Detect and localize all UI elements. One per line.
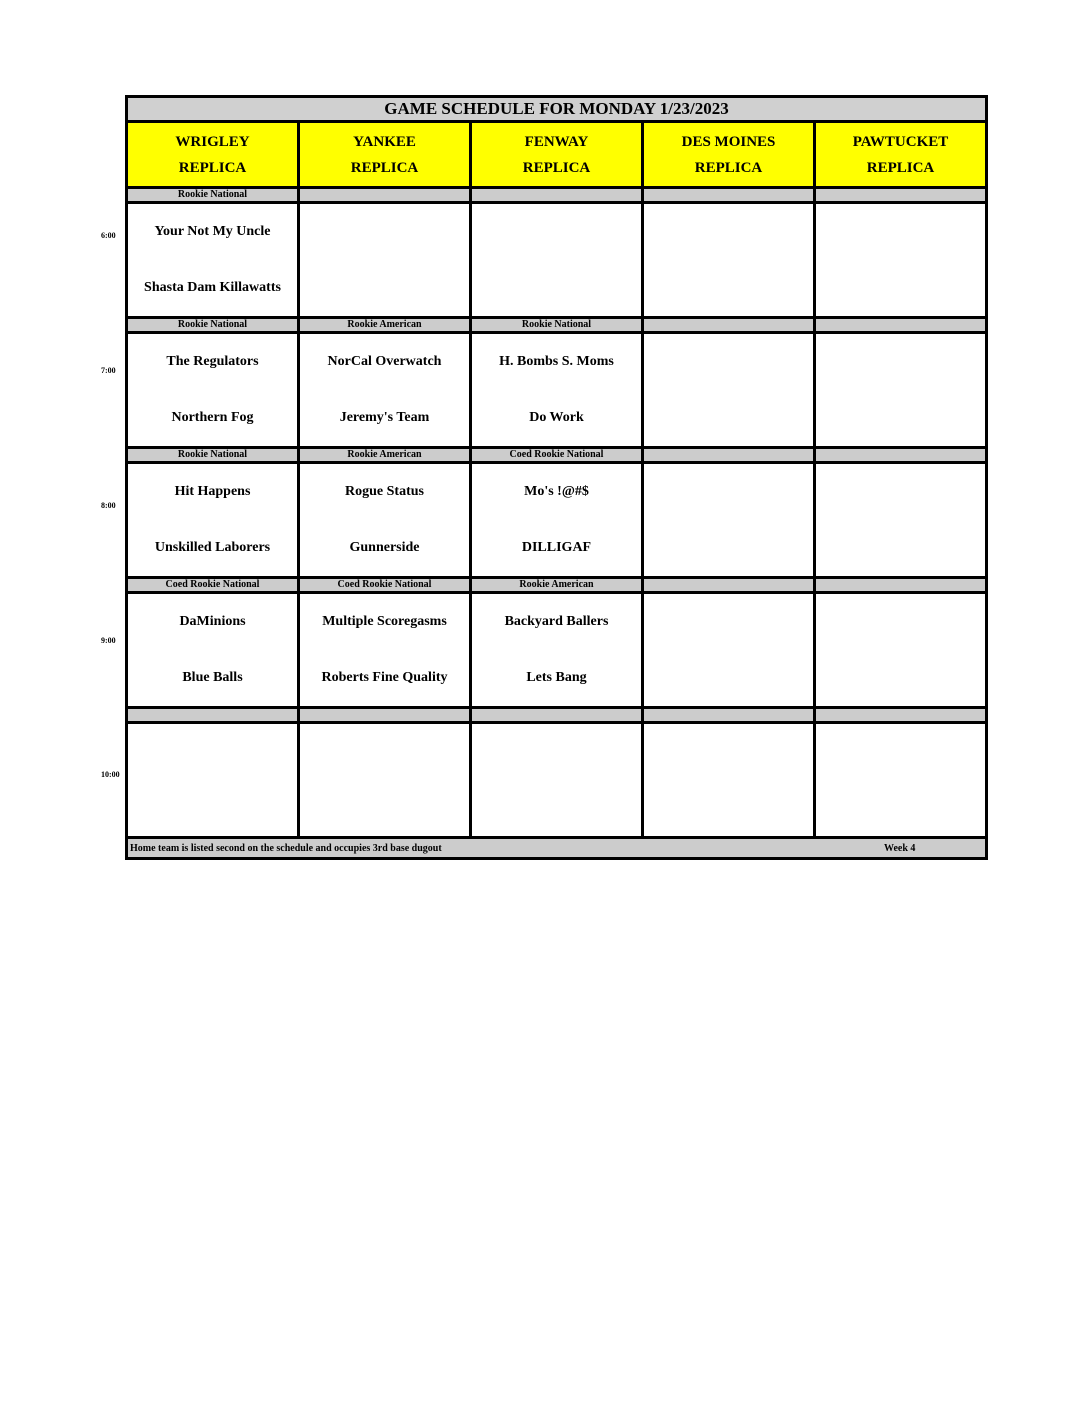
division-label xyxy=(815,448,987,463)
schedule-sheet xyxy=(125,95,988,860)
home-team: Jeremy's Team xyxy=(339,410,430,425)
game-cell xyxy=(643,203,815,318)
away-team xyxy=(816,334,985,390)
game-cell xyxy=(299,333,471,448)
field-name: DES MOINES xyxy=(681,133,776,150)
game-cell xyxy=(815,723,987,838)
field-sub: REPLICA xyxy=(694,159,763,176)
division-label: Rookie American xyxy=(299,448,471,463)
field-sub: REPLICA xyxy=(350,159,419,176)
away-team xyxy=(816,464,985,520)
away-team: DaMinions xyxy=(179,614,246,629)
home-team xyxy=(816,390,985,446)
game-cell xyxy=(471,593,643,708)
time-label-9: 9:00 xyxy=(101,636,116,645)
away-team: Multiple Scoregasms xyxy=(322,614,447,629)
game-cell xyxy=(299,463,471,578)
game-cell xyxy=(815,333,987,448)
game-cell xyxy=(471,723,643,838)
game-cell xyxy=(643,593,815,708)
home-team xyxy=(300,260,469,316)
field-sub: REPLICA xyxy=(522,159,591,176)
division-label xyxy=(815,318,987,333)
field-header-fenway xyxy=(471,122,643,188)
division-label xyxy=(643,318,815,333)
home-team xyxy=(644,520,813,576)
division-label xyxy=(471,188,643,203)
home-team: Lets Bang xyxy=(526,670,587,685)
home-team: DILLIGAF xyxy=(521,540,592,555)
home-team: Gunnerside xyxy=(349,540,420,555)
away-team xyxy=(472,724,641,780)
game-cell xyxy=(127,463,299,578)
game-cell xyxy=(643,723,815,838)
field-header-yankee xyxy=(299,122,471,188)
field-header-des-moines xyxy=(643,122,815,188)
home-team xyxy=(644,260,813,316)
division-label xyxy=(643,448,815,463)
home-team: Northern Fog xyxy=(171,410,254,425)
game-cell xyxy=(127,723,299,838)
home-team xyxy=(472,260,641,316)
division-label xyxy=(815,188,987,203)
home-team xyxy=(300,780,469,836)
division-label: Rookie National xyxy=(127,448,299,463)
home-team: Roberts Fine Quality xyxy=(321,670,448,685)
home-team xyxy=(644,390,813,446)
away-team xyxy=(644,334,813,390)
home-team: Shasta Dam Killawatts xyxy=(144,280,281,295)
division-label: Coed Rookie National xyxy=(127,578,299,593)
division-label xyxy=(471,708,643,723)
home-team xyxy=(816,780,985,836)
game-cell xyxy=(815,463,987,578)
away-team: Backyard Ballers xyxy=(504,614,609,629)
field-sub: REPLICA xyxy=(178,159,247,176)
division-label xyxy=(643,188,815,203)
game-cell xyxy=(643,333,815,448)
field-header-pawtucket xyxy=(815,122,987,188)
game-cell xyxy=(471,463,643,578)
division-label: Rookie American xyxy=(471,578,643,593)
away-team xyxy=(644,724,813,780)
away-team xyxy=(816,204,985,260)
home-team: Unskilled Laborers xyxy=(154,540,271,555)
field-name: WRIGLEY xyxy=(175,133,250,150)
away-team: Mo's !@#$ xyxy=(524,484,589,499)
time-label-7: 7:00 xyxy=(101,366,116,375)
game-cell xyxy=(299,723,471,838)
division-label xyxy=(299,188,471,203)
division-label xyxy=(815,708,987,723)
away-team xyxy=(128,724,297,780)
home-team xyxy=(816,260,985,316)
away-team: Hit Happens xyxy=(174,484,251,499)
footer-note: Home team is listed second on the schedule and occupies 3rd base dugout xyxy=(130,843,442,854)
home-team xyxy=(128,780,297,836)
schedule-table xyxy=(125,95,988,860)
game-cell xyxy=(643,463,815,578)
home-team xyxy=(816,520,985,576)
field-name: PAWTUCKET xyxy=(852,133,949,150)
field-name: FENWAY xyxy=(524,133,589,150)
division-label xyxy=(815,578,987,593)
division-label: Coed Rookie National xyxy=(299,578,471,593)
game-cell xyxy=(127,593,299,708)
game-cell xyxy=(815,203,987,318)
time-label-8: 8:00 xyxy=(101,501,116,510)
away-team xyxy=(644,464,813,520)
time-label-6: 6:00 xyxy=(101,231,116,240)
away-team xyxy=(816,594,985,650)
away-team xyxy=(300,724,469,780)
away-team xyxy=(472,204,641,260)
field-name: YANKEE xyxy=(353,133,416,150)
away-team: Rogue Status xyxy=(345,484,424,499)
game-cell xyxy=(127,333,299,448)
division-label xyxy=(127,708,299,723)
game-cell xyxy=(299,593,471,708)
away-team xyxy=(300,204,469,260)
away-team xyxy=(816,724,985,780)
game-cell xyxy=(127,203,299,318)
division-label: Rookie National xyxy=(127,318,299,333)
away-team xyxy=(644,204,813,260)
time-label-10: 10:00 xyxy=(101,770,120,779)
away-team: H. Bombs S. Moms xyxy=(499,354,614,369)
division-label xyxy=(299,708,471,723)
away-team: Your Not My Uncle xyxy=(154,224,271,239)
home-team xyxy=(816,650,985,706)
home-team: Blue Balls xyxy=(182,670,243,685)
footer-row xyxy=(127,838,987,859)
division-label: Rookie National xyxy=(127,188,299,203)
home-team xyxy=(472,780,641,836)
home-team xyxy=(644,650,813,706)
division-label xyxy=(643,708,815,723)
game-cell xyxy=(299,203,471,318)
week-label: Week 4 xyxy=(884,843,916,854)
home-team xyxy=(644,780,813,836)
field-sub: REPLICA xyxy=(866,159,935,176)
away-team xyxy=(644,594,813,650)
away-team: The Regulators xyxy=(166,354,259,369)
game-cell xyxy=(471,333,643,448)
field-header-wrigley xyxy=(127,122,299,188)
game-cell xyxy=(471,203,643,318)
division-label: Rookie American xyxy=(299,318,471,333)
page-title: GAME SCHEDULE FOR MONDAY 1/23/2023 xyxy=(127,97,987,122)
division-label: Rookie National xyxy=(471,318,643,333)
division-label: Coed Rookie National xyxy=(471,448,643,463)
home-team: Do Work xyxy=(529,410,584,425)
game-cell xyxy=(815,593,987,708)
division-label xyxy=(643,578,815,593)
away-team: NorCal Overwatch xyxy=(327,354,442,369)
